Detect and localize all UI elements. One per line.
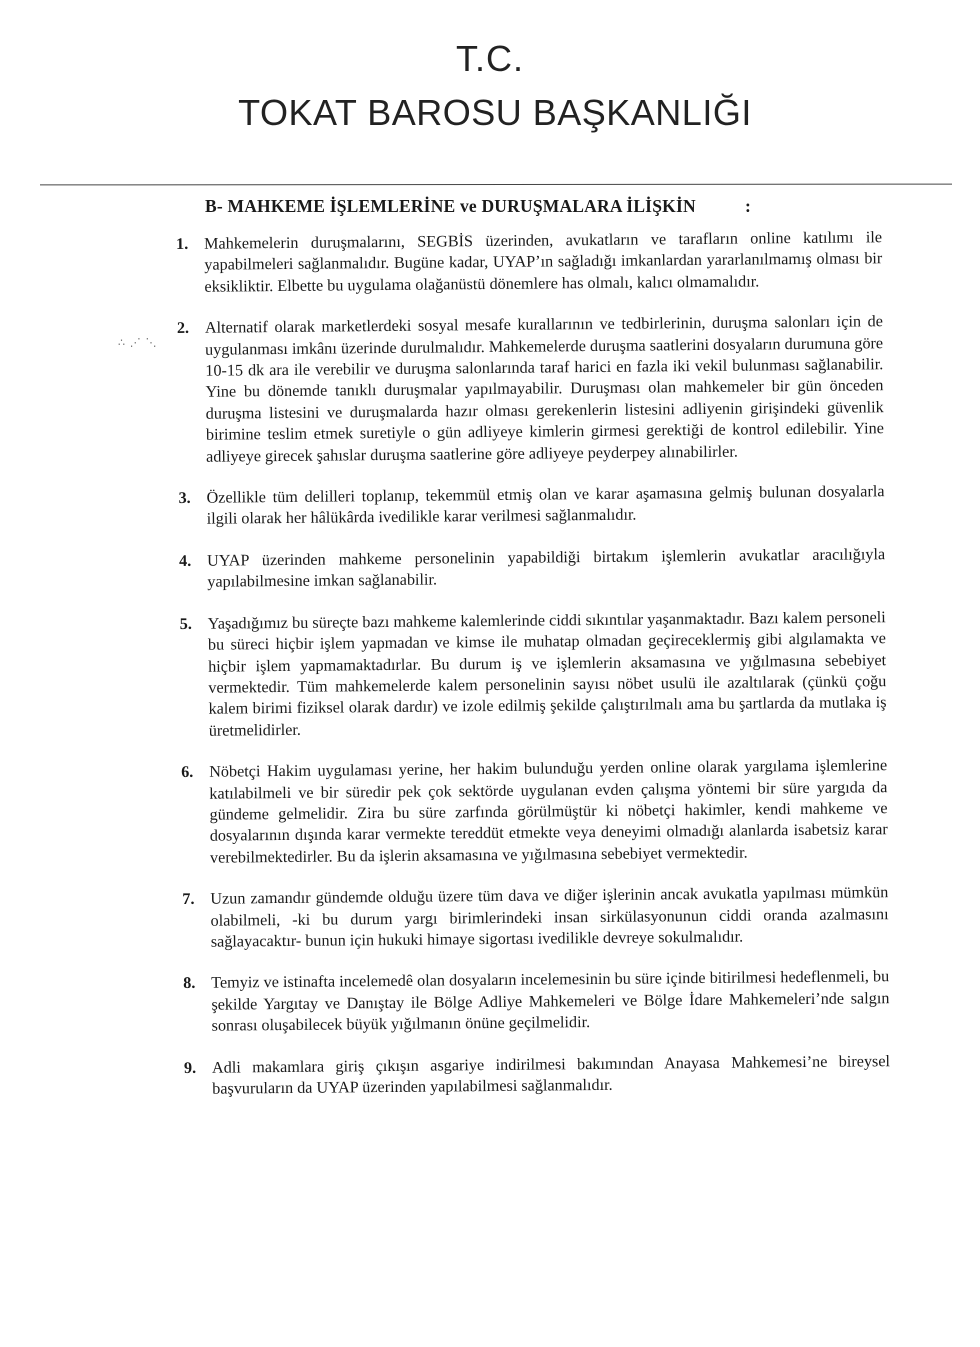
list-item: [182, 882, 889, 953]
item-number: 1.: [176, 234, 189, 253]
item-number: 3.: [178, 488, 191, 508]
item-text: Uzun zamandır gündemde olduğu üzere tüm dava ve diğer işlerinin ancak avukatla yapılması mümkün olabilmeli, -ki bu durum yargı birimlerindeki insan sirkülasyonunun ciddi oranda azalmasını sağlayacaktır- bunun için hukuki himaye sigortası ivedilikle devreye sokulmalıdır.: [210, 883, 889, 951]
list-item: [183, 967, 890, 1038]
item-text: Yaşadığımız bu süreçte bazı mahkeme kalemlerinde ciddi sıkıntılar yaşanmaktadır. Bazı kalem personeli bu süreci hiçbir işlem yapmadan ve kimse ile muhatap olmadan geçireceklermiş gibi algılamakta ve hiçbir işlem yapmamaktadırlar. Bu durum iş ve işlemlerin aksamasına ve yığılmasına sebebiyet vermektedir. Tüm mahkemelerde kalem personelinin sayısı nöbet usulü ile azaltılarak (çünkü çoğu kalem birimi fiziksel olarak dardır) ve izole edilmiş şekilde çalıştırılmalı ama bu şartlarda da mutlaka iş üretmelidirler.: [207, 607, 887, 740]
list-item: [178, 481, 884, 531]
section-heading: [205, 196, 752, 217]
section-colon: :: [745, 196, 752, 216]
item-text: Temyiz ve istinafta incelemedê olan dosyaların incelemesinin bu süre içinde bitirilmesi hedeflenmeli, bu şekilde Yargıtay ve Danıştay ile Bölge Adliye Mahkemeleri ve Bölge İdare Mahkemeleri’nde salgın sonrası oluşabilecek büyük yığılmanın önüne geçilmelidir.: [211, 967, 890, 1035]
list-item: [176, 227, 883, 298]
scan-smudge: ∴ ⋰ ⋱: [118, 337, 158, 349]
item-text: Özellikle tüm delilleri toplanıp, tekemmül etmiş olan ve karar aşamasına gelmiş bulunan dosyalarla ilgili olarak her hâlükârda ivedilikle karar verilmesi sağlanmalıdır.: [206, 482, 885, 529]
item-list: [176, 227, 890, 1120]
item-number: 9.: [183, 1058, 197, 1077]
header-bar-name: TOKAT BAROSU BAŞKANLIĞI: [238, 92, 752, 133]
item-text: Nöbetçi Hakim uygulaması yerine, her hakim bulunduğu yerden online olarak yargılama işlemlerine katılabilmeli ve bir süredir pek çok sektörde uygulanan evden çalışma yöntemi bir süre yargıda da gündeme gelmelidir. Zira bu süre zarfında görülmüştür ki nöbetçi hakimler, kendi mahkeme ve dosyalarının dışında karar vermekte tereddüt etmekte veya deneyimi olmadığı alanlarda isabetsiz karar verebilmektedirler. Bu da işlerin aksamasına ve yığılmasına sebebiyet vermektedir.: [209, 756, 888, 867]
item-text: Mahkemelerin duruşmalarını, SEGBİS üzerinden, avukatların ve tarafların online katılımı ile yapabilmeleri sağlanmalıdır. Bugüne kadar, UYAP’ın sağladığı imkanlardan yararlanılmamış olması bir eksikliktir. Elbette bu uygulama olağanüstü dönemlere has olmalı, kalıcı olmamalıdır.: [204, 228, 883, 296]
item-number: 4.: [179, 551, 192, 570]
list-item: [184, 1051, 890, 1101]
list-item: [181, 755, 888, 869]
section-title: B- MAHKEME İŞLEMLERİNE ve DURUŞMALARA İLİŞKİN: [205, 196, 696, 216]
item-text: UYAP üzerinden mahkeme personelinin yapabildiği birtakım işlemlerin avukatlar aracılığıyla yapılabilmesine imkan sağlanabilir.: [207, 545, 886, 591]
list-item: [179, 544, 885, 594]
item-number: 8.: [183, 974, 196, 993]
list-item: [177, 311, 884, 468]
item-text: Alternatif olarak marketlerdeki sosyal mesafe kurallarının ve tedbirlerinin, duruşma salonları için de uygulanması imkânı üzerinde durulmalıdır. Mahkemelerde duruşma saatlerini dosyaların durumuna göre 10-15 dk ara ile verebilir ve duruşma salonlarında taraf harici en fazla iki vekil bulunması sağlanabilir. Yine bu dönemde tanıklı duruşmalar yapılmayabilir. Duruşması olan mahkemeler bir gün önceden duruşma listesini ve duruşmalarda hazır olması gerekenlerin listesini adliyenin girişindeki güvenlik birimine teslim etmek suretiyle o gün adliyeye kimlerin girmesi gerektiği de kontrol edilebilir. Yine adliyeye girecek şahıslar duruşma saatlerine göre adliyeye peyderpey alınabilirler.: [204, 312, 884, 466]
item-number: 2.: [176, 319, 190, 338]
item-text: Adli makamlara giriş çıkışın asgariye indirilmesi bakımından Anayasa Mahkemesi’ne bireysel başvuruların da UYAP üzerinden yapılabilmesi sağlanmalıdır.: [211, 1051, 891, 1098]
item-number: 6.: [181, 762, 194, 782]
item-number: 7.: [182, 890, 195, 909]
header-divider: [40, 184, 952, 186]
header-tc: T.C.: [455, 38, 524, 79]
list-item: [180, 607, 887, 742]
item-number: 5.: [179, 614, 192, 633]
